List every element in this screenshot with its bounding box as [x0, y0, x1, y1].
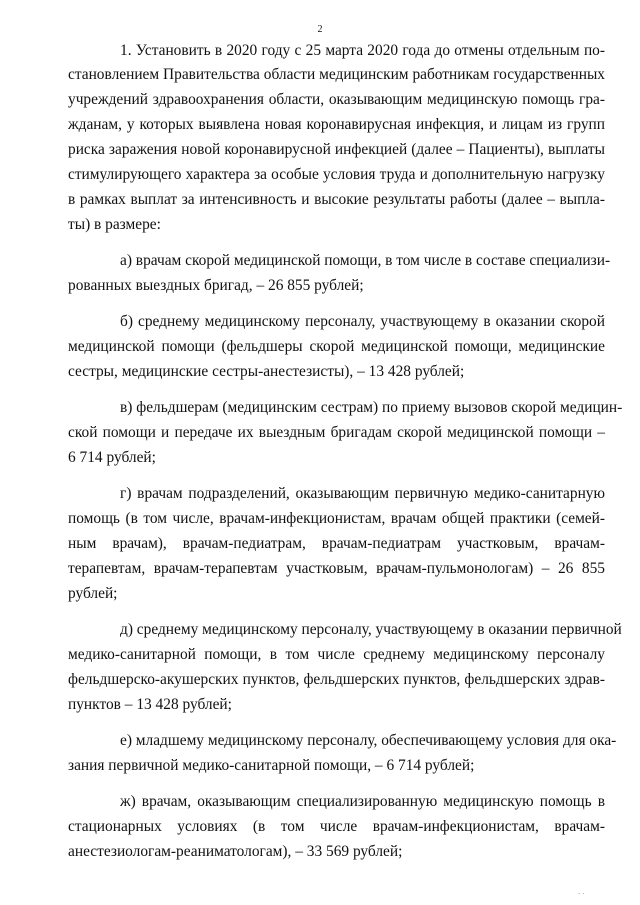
paragraph-zh-line-3: анестезиологам-реаниматологам), – 33 569 рублей; — [68, 843, 403, 860]
paragraph-1-line-6: стимулирующего характера за особые условия труда и дополнительную нагрузку — [68, 166, 605, 183]
paragraph-b-line-1: б) среднему медицинскому персоналу, участвующему в оказании скорой — [120, 313, 605, 330]
paragraph-d-line-4: пунктов – 13 428 рублей; — [68, 696, 232, 713]
paragraph-1-line-2: становлением Правительства области медицинским работникам государственных — [68, 66, 605, 83]
paragraph-v-line-2: ской помощи и передаче их выездным бригадам скорой медицинской помощи – — [68, 424, 605, 441]
paragraph-e-line-1: е) младшему медицинскому персоналу, обеспечивающему условия для ока- — [120, 732, 617, 749]
paragraph-b-line-3: сестры, медицинские сестры-анестезисты), – 13 428 рублей; — [68, 363, 465, 380]
paragraph-g-line-1: г) врачам подразделений, оказывающим первичную медико-санитарную — [120, 485, 605, 502]
corner-mark: · · — [578, 890, 585, 898]
paragraph-1-line-3: учреждений здравоохранения области, оказывающим медицинскую помощь гра- — [68, 91, 605, 108]
paragraph-1-line-5: риска заражения новой коронавирусной инфекцией (далее – Пациенты), выплаты — [68, 141, 605, 158]
paragraph-a-line-2: рованных выездных бригад, – 26 855 рублей; — [68, 277, 364, 294]
page-number: 2 — [317, 24, 323, 35]
paragraph-1-line-1: 1. Установить в 2020 году с 25 марта 2020 года до отмены отдельным по- — [120, 42, 605, 59]
paragraph-g-line-2: помощь (в том числе, врачам-инфекционистам, врачам общей практики (семей- — [68, 510, 605, 527]
paragraph-e-line-2: зания первичной медико-санитарной помощи, – 6 714 рублей; — [68, 757, 475, 774]
paragraph-1-line-4: жданам, у которых выявлена новая коронавирусная инфекция, и лицам из групп — [68, 116, 605, 133]
paragraph-g-line-5: рублей; — [68, 585, 118, 602]
paragraph-d-line-3: фельдшерско-акушерских пунктов, фельдшерских пунктов, фельдшерских здрав- — [68, 671, 605, 688]
paragraph-1-line-8: ты) в размере: — [68, 216, 161, 233]
paragraph-g-line-3: ным врачам), врачам-педиатрам, врачам-педиатрам участковым, врачам- — [68, 535, 605, 552]
paragraph-d-line-2: медико-санитарной помощи, в том числе среднему медицинскому персоналу — [68, 646, 605, 663]
paragraph-d-line-1: д) среднему медицинскому персоналу, участвующему в оказании первичной — [120, 621, 622, 638]
paragraph-1-line-7: в рамках выплат за интенсивность и высокие результаты работы (далее – выпла- — [68, 191, 605, 208]
paragraph-zh-line-1: ж) врачам, оказывающим специализированную медицинскую помощь в — [120, 793, 605, 810]
paragraph-g-line-4: терапевтам, врачам-терапевтам участковым, врачам-пульмонологам) – 26 855 — [68, 560, 605, 577]
paragraph-a-line-1: а) врачам скорой медицинской помощи, в том числе в составе специализи- — [120, 252, 611, 269]
paragraph-zh-line-2: стационарных условиях (в том числе врачам-инфекционистам, врачам- — [68, 818, 605, 835]
paragraph-v-line-1: в) фельдшерам (медицинским сестрам) по приему вызовов скорой медицин- — [120, 399, 623, 416]
paragraph-v-line-3: 6 714 рублей; — [68, 449, 156, 466]
paragraph-b-line-2: медицинской помощи (фельдшеры скорой медицинской помощи, медицинские — [68, 338, 605, 355]
